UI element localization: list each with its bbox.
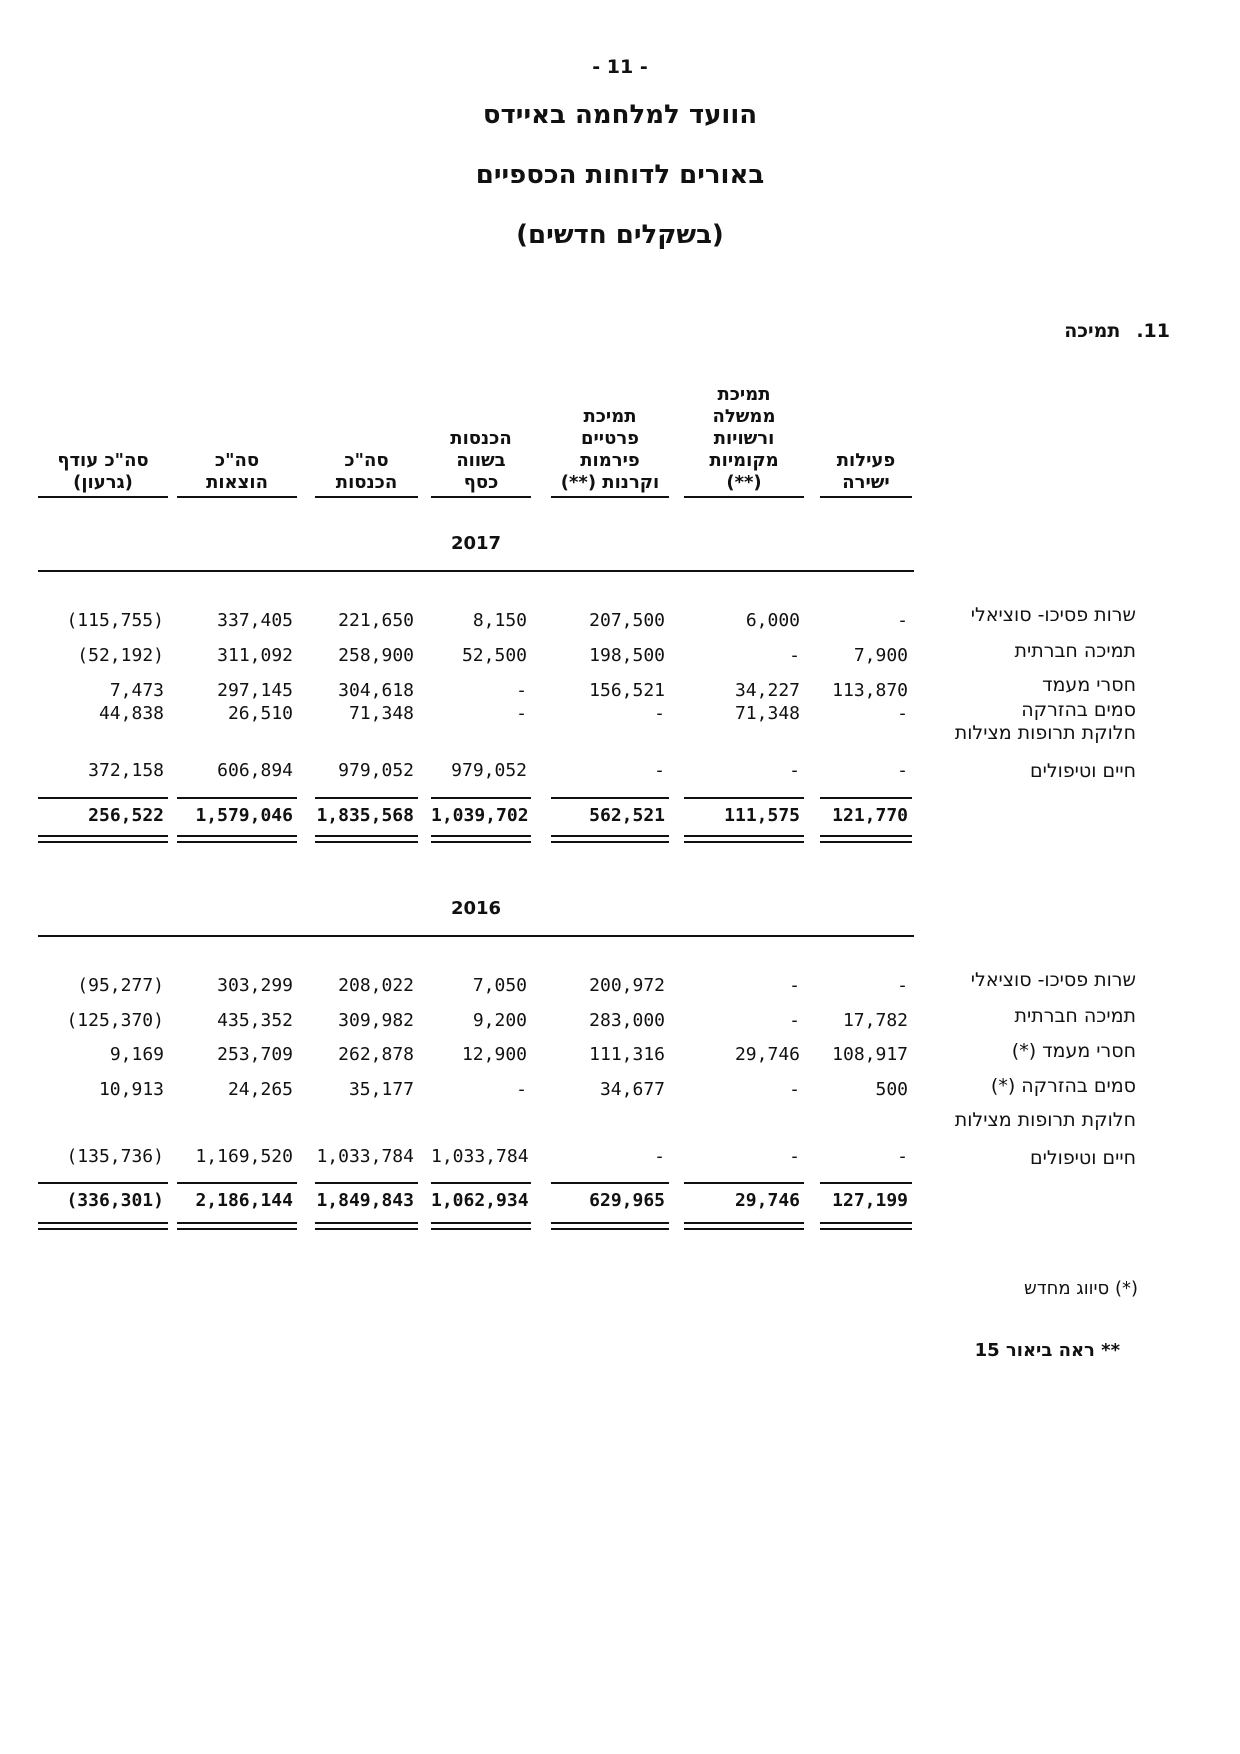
table-cell: -	[897, 610, 908, 631]
table-cell: 311,092	[217, 645, 293, 666]
table-cell: 8,150	[472, 610, 527, 631]
row-label: חלוקת תרופות מצילות	[954, 722, 1136, 744]
table-cell: -	[654, 760, 665, 781]
subtotal-rule	[431, 1182, 531, 1184]
table-cell: 34,677	[599, 1079, 665, 1100]
table-cell: 12,900	[461, 1044, 527, 1065]
table-cell: -	[789, 975, 800, 996]
table-cell: 1,169,520	[195, 1146, 293, 1167]
table-cell: -	[897, 703, 908, 724]
row-label: תמיכה חברתית	[1014, 640, 1136, 662]
table-cell: 29,746	[734, 1044, 800, 1065]
total-double-rule	[820, 1222, 912, 1230]
organization-title: הוועד למלחמה באיידס	[482, 100, 758, 130]
column-header-line: ישירה	[842, 472, 890, 493]
total-cell: (336,301)	[66, 1190, 164, 1211]
column-header-private-support	[551, 406, 669, 498]
table-cell: (135,736)	[66, 1146, 164, 1167]
table-cell: -	[897, 975, 908, 996]
subtotal-rule	[431, 797, 531, 799]
table-cell: 7,473	[109, 680, 164, 701]
table-cell: -	[654, 1146, 665, 1167]
total-double-rule	[551, 835, 669, 843]
total-double-rule	[38, 835, 168, 843]
table-cell: -	[789, 1010, 800, 1031]
column-header-line: ורשויות	[713, 428, 775, 449]
year-rule	[38, 570, 914, 572]
row-label: חיים וטיפולים	[1029, 760, 1136, 782]
table-cell: -	[654, 703, 665, 724]
total-double-rule	[820, 835, 912, 843]
footnote-see-note: ** ראה ביאור 15	[974, 1340, 1120, 1361]
table-cell: 207,500	[589, 610, 665, 631]
row-label: חסרי מעמד (*)	[1011, 1040, 1136, 1062]
table-cell: 10,913	[98, 1079, 164, 1100]
note-title: תמיכה	[1064, 320, 1121, 342]
column-header-line: ממשלה	[712, 406, 776, 427]
table-cell: 258,900	[338, 645, 414, 666]
table-cell: 337,405	[217, 610, 293, 631]
table-cell: 9,169	[109, 1044, 164, 1065]
table-cell: 34,227	[734, 680, 800, 701]
table-cell: 7,050	[472, 975, 527, 996]
total-cell: 111,575	[724, 805, 800, 826]
column-header-line: תמיכת	[583, 406, 637, 427]
column-header-line: (גרעון)	[73, 472, 133, 493]
total-double-rule	[684, 1222, 804, 1230]
table-cell: 500	[875, 1079, 908, 1100]
subtotal-rule	[315, 797, 418, 799]
row-label: חסרי מעמד	[1042, 674, 1136, 696]
total-double-rule	[551, 1222, 669, 1230]
table-cell: 372,158	[88, 760, 164, 781]
subtotal-rule	[177, 797, 297, 799]
table-cell: 1,033,784	[431, 1146, 529, 1167]
table-cell: (95,277)	[77, 975, 164, 996]
year-heading: 2016	[450, 898, 502, 919]
subtotal-rule	[551, 797, 669, 799]
column-header-surplus-deficit	[38, 450, 168, 498]
table-cell: 6,000	[745, 610, 800, 631]
table-cell: -	[897, 760, 908, 781]
table-cell: -	[789, 1079, 800, 1100]
table-cell: 1,033,784	[316, 1146, 414, 1167]
subtotal-rule	[177, 1182, 297, 1184]
column-header-line: וקרנות (**)	[560, 472, 660, 493]
column-header-line: פירמות	[580, 450, 640, 471]
subtotal-rule	[684, 1182, 804, 1184]
row-label: חיים וטיפולים	[1029, 1147, 1136, 1169]
table-cell: 253,709	[217, 1044, 293, 1065]
column-header-line: פעילות	[836, 450, 896, 471]
row-label: שרות פסיכו- סוציאלי	[970, 604, 1136, 626]
subtotal-rule	[315, 1182, 418, 1184]
column-header-total-income	[315, 450, 418, 498]
table-cell: 108,917	[832, 1044, 908, 1065]
total-double-rule	[431, 835, 531, 843]
column-header-line: מקומיות	[709, 450, 779, 471]
table-cell: 200,972	[589, 975, 665, 996]
table-cell: -	[789, 645, 800, 666]
column-header-line: סה"כ עודף	[57, 450, 149, 471]
table-cell: -	[516, 703, 527, 724]
table-cell: 297,145	[217, 680, 293, 701]
subtotal-rule	[684, 797, 804, 799]
column-header-line: סה"כ	[214, 450, 260, 471]
currency-title: (בשקלים חדשים)	[516, 220, 724, 250]
table-cell: 979,052	[338, 760, 414, 781]
total-cell: 121,770	[832, 805, 908, 826]
table-cell: 26,510	[227, 703, 293, 724]
table-cell: -	[897, 1146, 908, 1167]
table-cell: 52,500	[461, 645, 527, 666]
total-cell: 1,062,934	[431, 1190, 529, 1211]
row-label: שרות פסיכו- סוציאלי	[970, 969, 1136, 991]
table-cell: 24,265	[227, 1079, 293, 1100]
table-cell: 221,650	[338, 610, 414, 631]
table-cell: -	[516, 680, 527, 701]
column-header-line: פרטיים	[580, 428, 640, 449]
row-label: חלוקת תרופות מצילות	[954, 1109, 1136, 1131]
table-cell: 111,316	[589, 1044, 665, 1065]
table-cell: 262,878	[338, 1044, 414, 1065]
year-rule	[38, 935, 914, 937]
total-cell: 256,522	[88, 805, 164, 826]
table-cell: 979,052	[451, 760, 527, 781]
row-label: תמיכה חברתית	[1014, 1005, 1136, 1027]
table-cell: 17,782	[842, 1010, 908, 1031]
total-cell: 1,849,843	[316, 1190, 414, 1211]
table-cell: (115,755)	[66, 610, 164, 631]
table-cell: (125,370)	[66, 1010, 164, 1031]
column-header-line: כסף	[463, 472, 499, 493]
column-header-in-kind-income	[431, 428, 531, 498]
year-heading: 2017	[450, 533, 502, 554]
total-double-rule	[177, 1222, 297, 1230]
total-cell: 1,039,702	[431, 805, 529, 826]
table-cell: 304,618	[338, 680, 414, 701]
table-cell: 35,177	[348, 1079, 414, 1100]
column-header-line: תמיכת	[717, 384, 771, 405]
table-cell: 198,500	[589, 645, 665, 666]
column-header-line: (**)	[726, 472, 762, 493]
table-cell: 309,982	[338, 1010, 414, 1031]
table-cell: 9,200	[472, 1010, 527, 1031]
total-cell: 562,521	[589, 805, 665, 826]
column-header-line: הכנסות	[450, 428, 512, 449]
column-header-total-expenses	[177, 450, 297, 498]
table-cell: 435,352	[217, 1010, 293, 1031]
table-cell: -	[789, 1146, 800, 1167]
column-header-government-support	[684, 384, 804, 498]
total-double-rule	[38, 1222, 168, 1230]
table-cell: 71,348	[734, 703, 800, 724]
column-header-line: הוצאות	[206, 472, 268, 493]
subtotal-rule	[38, 1182, 168, 1184]
table-cell: 283,000	[589, 1010, 665, 1031]
table-cell: 208,022	[338, 975, 414, 996]
row-label: סמים בהזרקה	[1021, 699, 1136, 721]
total-cell: 629,965	[589, 1190, 665, 1211]
subtotal-rule	[820, 797, 912, 799]
table-cell: 606,894	[217, 760, 293, 781]
total-double-rule	[315, 1222, 418, 1230]
table-cell: (52,192)	[77, 645, 164, 666]
table-cell: 44,838	[98, 703, 164, 724]
total-cell: 1,835,568	[316, 805, 414, 826]
subtotal-rule	[38, 797, 168, 799]
total-double-rule	[315, 835, 418, 843]
report-title: באורים לדוחות הכספיים	[475, 160, 765, 190]
table-cell: -	[789, 760, 800, 781]
total-cell: 1,579,046	[195, 805, 293, 826]
table-cell: -	[516, 1079, 527, 1100]
total-cell: 2,186,144	[195, 1190, 293, 1211]
subtotal-rule	[820, 1182, 912, 1184]
table-cell: 113,870	[832, 680, 908, 701]
table-cell: 156,521	[589, 680, 665, 701]
subtotal-rule	[551, 1182, 669, 1184]
total-cell: 29,746	[734, 1190, 800, 1211]
note-number: 11.	[1136, 320, 1170, 342]
column-header-line: בשווה	[456, 450, 506, 471]
row-label: סמים בהזרקה (*)	[990, 1075, 1136, 1097]
total-double-rule	[684, 835, 804, 843]
column-header-line: סה"כ	[344, 450, 389, 471]
table-cell: 7,900	[853, 645, 908, 666]
footnote-reclassified: (*) סיווג מחדש	[1024, 1278, 1138, 1299]
table-cell: 303,299	[217, 975, 293, 996]
total-double-rule	[177, 835, 297, 843]
page-number: - 11 -	[592, 56, 648, 78]
column-header-line: הכנסות	[335, 472, 398, 493]
total-cell: 127,199	[832, 1190, 908, 1211]
column-header-direct-activity	[820, 450, 912, 498]
table-cell: 71,348	[348, 703, 414, 724]
note-heading	[1064, 320, 1170, 342]
total-double-rule	[431, 1222, 531, 1230]
